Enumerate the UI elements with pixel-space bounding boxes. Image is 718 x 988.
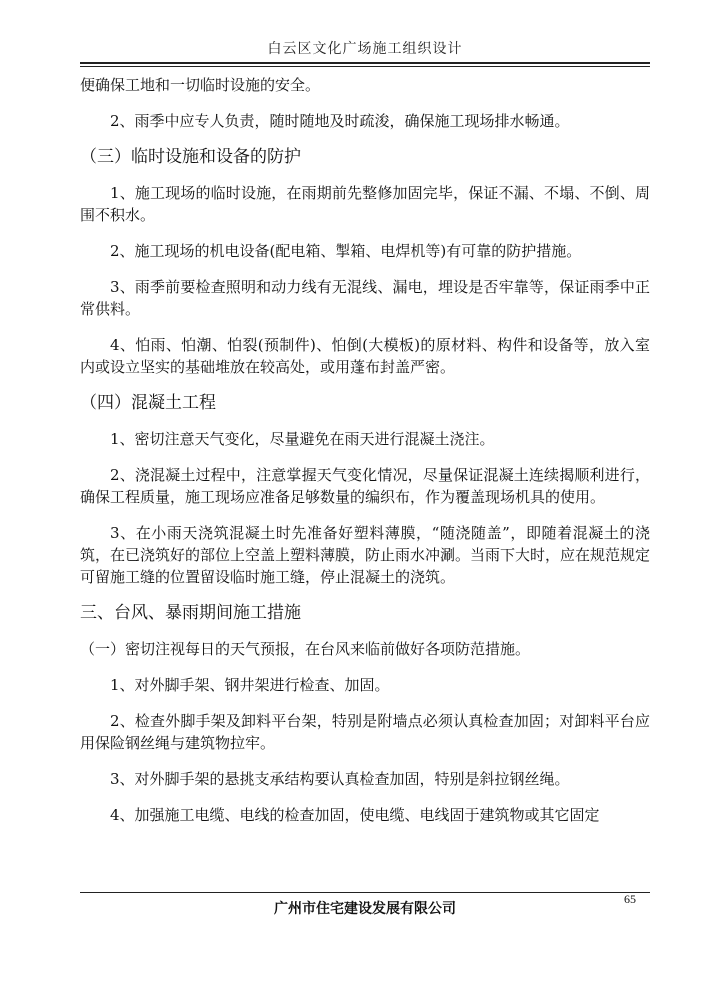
footer-rule	[80, 892, 650, 893]
paragraph: （一）密切注视每日的天气预报，在台风来临前做好各项防范措施。	[80, 640, 531, 658]
footer-company: 广州市住宅建设发展有限公司	[274, 901, 456, 917]
paragraph: 3、雨季前要检查照明和动力线有无混线、漏电，埋设是否牢靠等，保证雨季中正常供料。	[80, 278, 650, 318]
header-title: 白云区文化广场施工组织设计	[267, 41, 463, 57]
paragraph: 3、对外脚手架的悬挑支承结构要认真检查加固，特别是斜拉钢丝绳。	[110, 770, 570, 788]
paragraph: 2、施工现场的机电设备(配电箱、掣箱、电焊机等)有可靠的防护措施。	[110, 242, 582, 260]
paragraph: 1、对外脚手架、钢井架进行检查、加固。	[110, 676, 390, 694]
section-heading: （四）混凝土工程	[80, 393, 216, 413]
document-body	[80, 74, 650, 840]
paragraph: 便确保工地和一切临时设施的安全。	[80, 76, 321, 94]
paragraph: 2、检查外脚手架及卸料平台架，特别是附墙点必须认真检查加固；对卸料平台应用保险钢丝绳与建筑物拉牢。	[80, 712, 650, 752]
page-number: 65	[624, 892, 636, 906]
paragraph: 2、浇混凝土过程中，注意掌握天气变化情况，尽量保证混凝土连续揭顺利进行，确保工程质量，施工现场应准备足够数量的编织布，作为覆盖现场机具的使用。	[80, 466, 650, 506]
paragraph: 4、加强施工电缆、电线的检查加固，使电缆、电线固于建筑物或其它固定	[110, 806, 600, 824]
paragraph: 1、密切注意天气变化，尽量避免在雨天进行混凝土浇注。	[110, 430, 495, 448]
header-rule	[80, 62, 650, 64]
paragraph: 2、雨季中应专人负责，随时随地及时疏浚，确保施工现场排水畅通。	[110, 112, 570, 130]
header-rule-thin	[80, 66, 650, 67]
section-heading: （三）临时设施和设备的防护	[80, 147, 301, 167]
section-heading: 三、台风、暴雨期间施工措施	[80, 603, 301, 623]
paragraph: 3、在小雨天浇筑混凝土时先准备好塑料薄膜，“随浇随盖”，即随着混凝土的浇筑，在已浇筑好的部位上空盖上塑料薄膜，防止雨水冲涮。当雨下大时，应在规范规定可留施工缝的位置留设临时施工缝，停止混凝土的浇筑。	[80, 524, 651, 586]
paragraph: 1、施工现场的临时设施，在雨期前先整修加固完毕，保证不漏、不塌、不倒、周围不积水。	[80, 184, 650, 224]
paragraph: 4、怕雨、怕潮、怕裂(预制件)、怕倒(大模板)的原材料、构件和设备等，放入室内或设立坚实的基础堆放在较高处，或用蓬布封盖严密。	[80, 336, 650, 376]
